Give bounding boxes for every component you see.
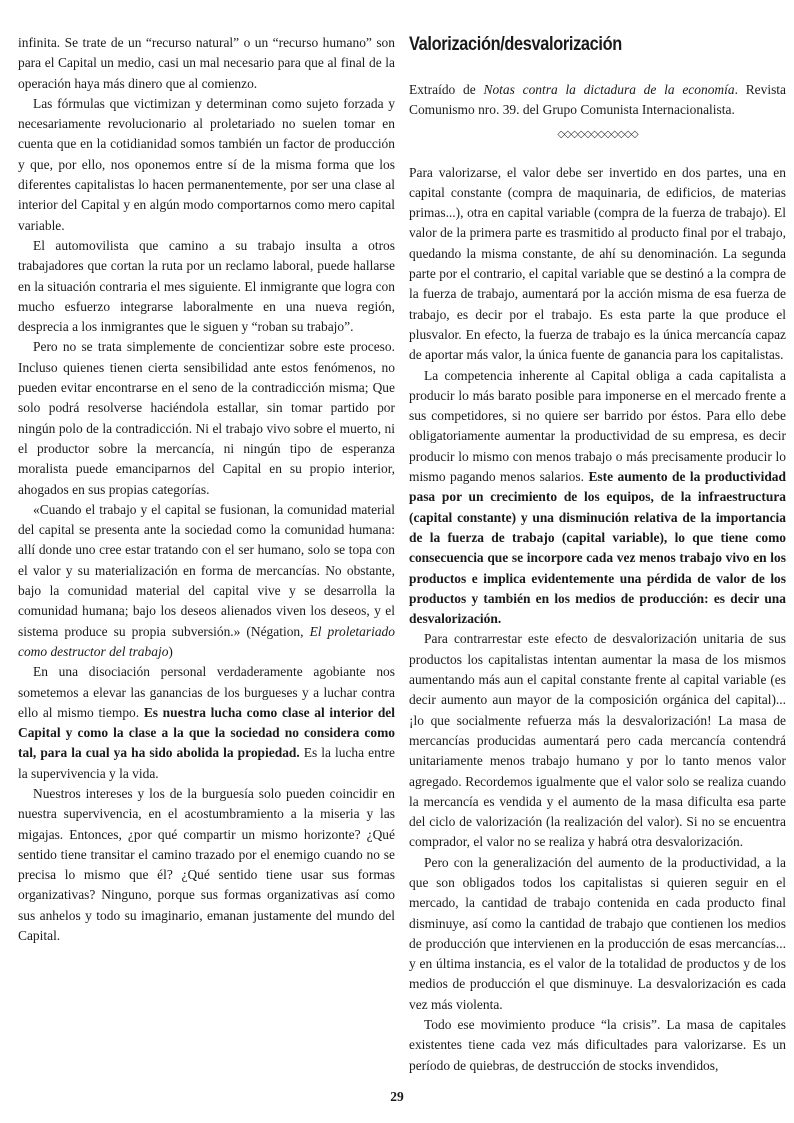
right-column [409,32,786,1076]
paragraph: Pero no se trata simplemente de concientizar sobre este proceso. Incluso quienes tienen cierta sensibilidad ante estos fenómenos, no pueden evitar encontrarse en el seno de la contradicción misma; Que solo podrá resolverse haciéndola estallar, sin tomar partido por ningún polo de la contradicción. Ni el trabajo vivo sobre el muerto, ni el productor sobre la mercancía, ni ningún tipo de esperanza moralista puede emanciparnos del Capital en su propio interior, ahogados en sus propias categorías. [18,339,395,497]
paragraph: Nuestros intereses y los de la burguesía solo pueden coincidir en nuestra supervivencia, en el acostumbramiento a la miseria y las migajas. Entonces, ¿por qué compartir un mismo horizonte? ¿Qué sentido tiene transitar el camino trazado por el enemigo cuando no se precisa lo mismo que él? ¿Qué sentido tiene usar sus formas organizativas? Ninguno, porque sus formas organizativas así como sus anhelos y todo su imaginario, emanan justamente del mundo del Capital. [18,785,395,944]
quote-citation: El proletariado como destructor del trabajo [18,623,395,659]
paragraph-text: Es la lucha entre la supervivencia y la vida. [18,745,396,781]
paragraph: Para valorizarse, el valor debe ser invertido en dos partes, una en capital constante (compra de maquinaria, de edificios, de materias primas...), otra en capital variable (compra de la fuerza de trabajo). El valor de la primera parte es trasmitido al producto final por el trabajo, quedando la misma constante, de ahí su denominación. La segunda parte por el contrario, el capital variable que se destinó a la compra de la fuerza de trabajo, aumentará por la acción misma de esa fuerza de trabajo, es decir por el trabajo. Es esta parte la que produce el plusvalor. En efecto, la fuerza de trabajo es la única mercancía capaz de aportar más valor, la única fuente de ganancia para los capitalistas. [409,164,786,363]
quote-end: ) [168,643,173,659]
quote-text: «Cuando el trabajo y el capital se fusionan, la comunidad material del capital se presenta ante la sociedad como la comunidad humana: allí donde uno cree estar tratando con el ser humano, solo se topa con el valor y su materialización en forma de mercancías. No obstante, bajo la comunidad material del capital vive y se desarrolla la comunidad humana; bajo los deseos alienados viven los deseos, y el sistema produce su propia subversión.» (Négation, [18,501,395,639]
paragraph: Todo ese movimiento produce “la crisis”. La masa de capitales existentes tiene cada vez más dificultades para valorizarse. Es un período de quiebras, de destrucción de stocks invendidos, [409,1017,786,1073]
left-column [18,33,395,946]
source-work: Notas contra la dictadura de la economía [483,82,735,97]
source-prefix: Extraído de [409,82,484,97]
paragraph: El automovilista que camino a su trabajo insulta a otros trabajadores que cortan la ruta por un reclamo laboral, puede hallarse en la situación contraria el mes siguiente. El inmigrante que logra con mucho esfuerzo integrarse laboralmente en una nueva región, desprecia a los inmigrantes que le siguen y “roban su trabajo”. [18,237,395,335]
paragraph: infinita. Se trate de un “recurso natural” o un “recurso humano” son para el Capital un medio, casi un mal necesario para que al final de la operación haya más dinero que al comienzo. [18,35,395,91]
paragraph [409,366,786,630]
emphasis-text: Es nuestra lucha como clase al interior del Capital y como la clase a la que la sociedad no considera como tal, para la cual ya ha sido abolida la propiedad. [18,704,395,761]
paragraph [18,662,395,784]
paragraph-text: En una disociación personal verdaderamente agobiante nos sometemos a elevar las ganancias de los burgueses y a luchar contra ello al mismo tiempo. [18,664,395,720]
paragraph: Para contrarrestar este efecto de desvalorización unitaria de sus productos los capitalistas intentan aumentar la masa de los mismos aumentando más aun el capital constante frente al capital variable (es decir aumento aun mayor de la composición orgánica del capital)... ¡lo que socialmente refuerza más la desvalorización! La masa de mercancías producidas aumentará pero cada mercancía contendrá unitariamente menos trabajo humano y por lo tanto menos valor agregado. Recordemos igualmente que el valor solo se realiza cuando la mercancía es vendida y el aumento de la masa dificulta esa parte del ciclo de valorización (la realización del valor). Si no se encuentra comprador, el valor no se realiza y habrá otra desvalorización. [409,631,786,850]
paragraph-text: La competencia inherente al Capital obliga a cada capitalista a producir lo más barato posible para imponerse en el mercado frente a sus competidores, si no quiere ser barrido por éstos. Para ello debe obligatoriamente aumentar la productividad de su empresa, es decir producir lo mismo con menos trabajo o más precisamente producir lo mismo pagando menos salarios. [409,367,786,485]
article-title: Valorización/desvalorización [409,34,622,55]
page-number: 29 [390,1089,404,1104]
paragraph: Pero con la generalización del aumento de la productividad, a la que son obligados todos los capitalistas si quieren seguir en el mercado, la cantidad de trabajo contenida en cada producto final disminuye, así como la cantidad de trabajo que contienen los medios de producción que intervienen en la producción de esas mercancías... y en última instancia, es el valor de la totalidad de productos y de los medios de producción el que disminuye. La desvalorización es cada vez más violenta. [409,854,786,1012]
emphasis-text: Este aumento de la productividad pasa por un crecimiento de los equipos, de la infraestructura (capital constante) y una disminución relativa de la importancia de la fuerza de trabajo (capital variable), lo que tiene como consecuencia que se incorpore cada vez menos trabajo vivo en los productos e implica evidentemente una pérdida de valor de los productos y también en los medios de producción: es decir una desvalorización. [409,469,786,627]
quote-paragraph [18,500,395,662]
ornament-divider: ◇◇◇◇◇◇◇◇◇◇◇◇ [557,128,638,140]
paragraph: Las fórmulas que victimizan y determinan como sujeto forzada y necesariamente revolucionario al proletariado no suelen tomar en cuenta que en la cotidianidad somos también un factor de producción y que, por ello, nos oponemos entre sí de la misma forma que los diferentes capitalistas lo hacen permanentemente, por ser una clase al interior del Capital y en algún modo comportarnos como mero capital variable. [18,95,395,233]
source-suffix: . Revista Comunismo nro. 39. del Grupo Comunista Internacionalista. [409,82,787,118]
article-source [409,80,786,121]
